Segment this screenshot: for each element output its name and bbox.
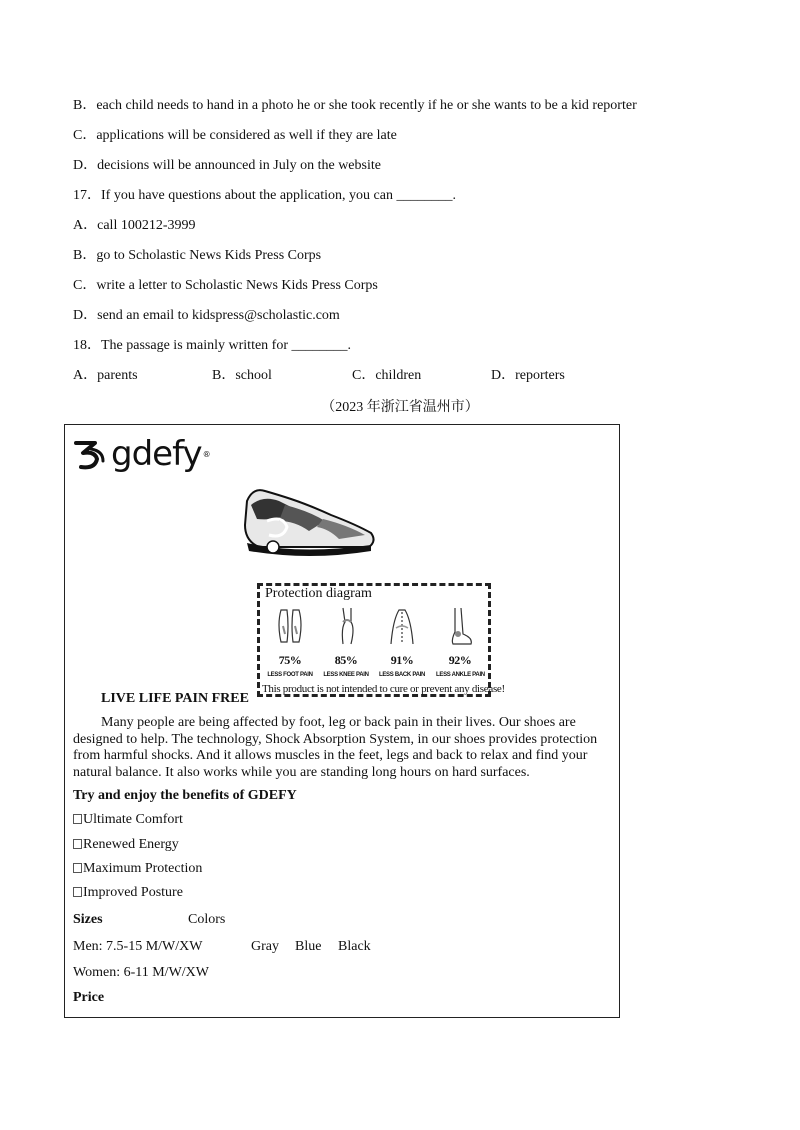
checkbox-icon xyxy=(73,814,82,824)
sizes-label: Sizes xyxy=(73,912,103,927)
q18-option-d: D．reporters xyxy=(491,368,565,383)
diagram-label: LESS FOOT PAIN xyxy=(267,672,313,678)
benefit-item: Maximum Protection xyxy=(73,861,202,877)
diagram-percent: 75% xyxy=(278,653,302,667)
diagram-percent: 85% xyxy=(334,653,358,667)
benefit-item: Ultimate Comfort xyxy=(73,812,183,828)
diagram-percent: 91% xyxy=(390,653,414,667)
advertisement-box xyxy=(64,424,620,1018)
checkbox-icon xyxy=(73,887,82,897)
men-sizes: Men: 7.5-15 M/W/XW xyxy=(73,939,203,954)
checkbox-icon xyxy=(73,863,82,873)
q17-option-a: A．call 100212-3999 xyxy=(73,218,196,233)
shoe-image xyxy=(239,481,379,561)
ankle-icon xyxy=(445,606,475,646)
q16-option-c: C．applications will be considered as well if they are late xyxy=(73,128,397,143)
color-blue: Blue xyxy=(295,939,322,954)
q18-option-a: A．parents xyxy=(73,368,138,383)
back-icon xyxy=(387,606,417,646)
color-black: Black xyxy=(338,939,371,954)
diagram-label: LESS KNEE PAIN xyxy=(323,672,369,678)
diagram-percent: 92% xyxy=(448,653,472,667)
protection-diagram xyxy=(257,583,505,697)
color-gray: Gray xyxy=(251,939,279,954)
q17-stem: 17．If you have questions about the application, you can ________. xyxy=(73,188,456,203)
q18-stem: 18．The passage is mainly written for ________. xyxy=(73,338,352,353)
diagram-label: LESS ANKLE PAIN xyxy=(436,672,485,678)
q16-option-d: D．decisions will be announced in July on the website xyxy=(73,158,381,173)
logo-mark-icon xyxy=(73,437,107,471)
diagram-label: LESS BACK PAIN xyxy=(378,672,426,678)
q18-option-b: B．school xyxy=(212,368,272,383)
diagram-item-foot xyxy=(266,606,314,678)
q16-option-b: B．each child needs to hand in a photo he or she took recently if he or she wants to be a kid reporter xyxy=(73,98,637,113)
ad-paragraph: Many people are being affected by foot, leg or back pain in their lives. Our shoes are designed to help. The technology, Shock Absorption System, in our shoes provides protection from harmful shocks. And it allows muscles in the feet, legs and back to relax and find your natural balance. It also works while you are standing long hours on hard surfaces. xyxy=(73,715,598,780)
q17-option-b: B．go to Scholastic News Kids Press Corps xyxy=(73,248,322,263)
foot-icon xyxy=(275,606,305,646)
benefits-heading: Try and enjoy the benefits of GDEFY xyxy=(73,788,297,803)
women-sizes: Women: 6-11 M/W/XW xyxy=(73,965,209,980)
ad-headline: LIVE LIFE PAIN FREE xyxy=(101,691,249,706)
benefit-item: Improved Posture xyxy=(73,885,183,901)
logo-registered: ® xyxy=(202,449,211,459)
colors-label: Colors xyxy=(188,912,226,927)
diagram-item-back xyxy=(378,606,426,678)
knee-icon xyxy=(331,606,361,646)
price-label: Price xyxy=(73,990,105,1005)
diagram-title: Protection diagram xyxy=(265,586,372,601)
diagram-item-knee xyxy=(322,606,370,678)
benefit-item: Renewed Energy xyxy=(73,837,179,853)
q18-option-c: C．children xyxy=(352,368,422,383)
brand-logo xyxy=(73,433,211,475)
diagram-item-ankle xyxy=(436,606,484,678)
checkbox-icon xyxy=(73,839,82,849)
diagram-disclaimer: This product is not intended to cure or prevent any disease! xyxy=(262,683,505,695)
source-note: （2023 年浙江省温州市） xyxy=(321,400,479,415)
logo-text: gdefy xyxy=(111,434,202,474)
q17-option-d: D．send an email to kidspress@scholastic.com xyxy=(73,308,340,323)
q17-option-c: C．write a letter to Scholastic News Kids Press Corps xyxy=(73,278,378,293)
